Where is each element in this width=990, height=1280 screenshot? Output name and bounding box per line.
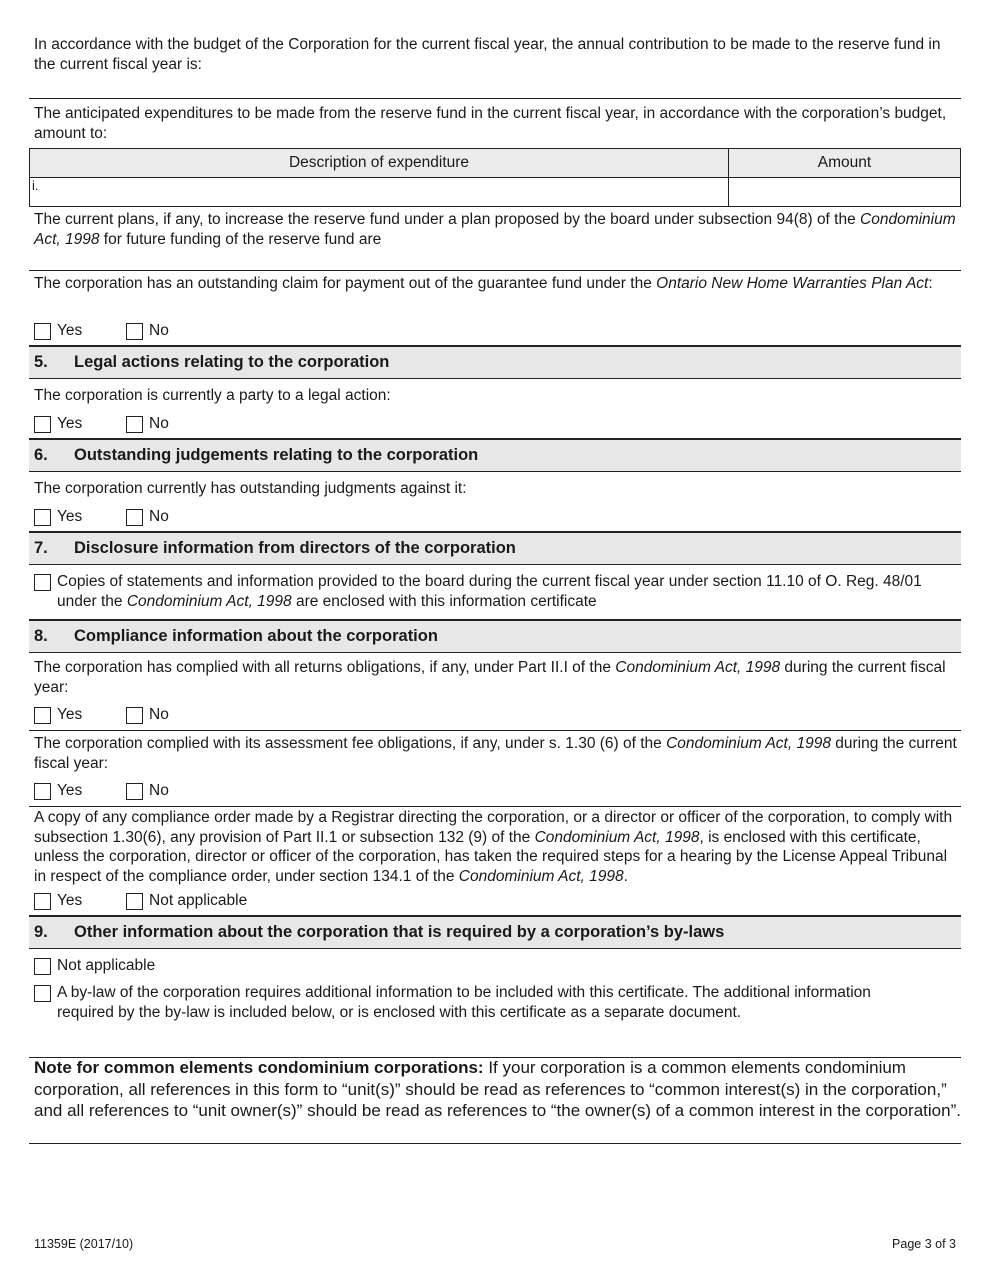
section-8-header: 8. Compliance information about the corporation <box>29 619 961 653</box>
legal-action-options: Yes No <box>34 414 169 434</box>
disclosure-checkbox[interactable] <box>34 574 51 591</box>
expenditure-table <box>29 148 961 207</box>
judgments-options: Yes No <box>34 507 169 527</box>
form-number: 11359E (2017/10) <box>34 1237 134 1251</box>
bylaw-info-checkbox[interactable] <box>34 985 51 1002</box>
returns-options: Yes No <box>34 705 169 725</box>
assessment-fee-options: Yes No <box>34 781 169 801</box>
assessment-fee-question: The corporation complied with its assessment fee obligations, if any, under s. 1.30 (6) of the Condominium Act, 1998 during the current fiscal year: <box>34 735 957 772</box>
expenditure-description-field[interactable] <box>30 178 729 207</box>
bylaw-info-option <box>34 983 924 1022</box>
guarantee-claim-text: The corporation has an outstanding claim for payment out of the guarantee fund under the Ontario New Home Warranties Plan Act: <box>34 275 933 292</box>
no-checkbox[interactable] <box>126 509 143 526</box>
expenditures-text: The anticipated expenditures to be made from the reserve fund in the current fiscal year, in accordance with the corporation’s budget, amount to: <box>34 105 947 142</box>
common-elements-note: Note for common elements condominium corporations: If your corporation is a common elements condominium corporation, all references in this form to “unit(s)” should be read as references to “common interest(s) in the corporation,” and all references to “unit owner(s)” should be read as references to “the owner(s) of a common interest in the corporation”. <box>34 1058 961 1120</box>
section-6-header: 6. Outstanding judgements relating to the corporation <box>29 438 961 472</box>
section-7-header: 7. Disclosure information from directors of the corporation <box>29 531 961 565</box>
yes-checkbox[interactable] <box>34 707 51 724</box>
divider <box>29 270 961 271</box>
legal-action-question: The corporation is currently a party to a legal action: <box>34 387 391 404</box>
section-5-header: 5. Legal actions relating to the corporation <box>29 345 961 379</box>
compliance-order-text: A copy of any compliance order made by a Registrar directing the corporation, or a director or officer of the corporation, to comply with subsection 1.30(6), any provision of Part II.1 or subsection 132 (9) of the Condominium Act, 1998, is enclosed with this certificate, unless the corporation, director or officer of the corporation, has taken the required steps for a hearing by the License Appeal Tribunal in respect of the compliance order, under section 134.1 of the Condominium Act, 1998. <box>34 809 953 885</box>
divider <box>29 98 961 99</box>
disclosure-text: Copies of statements and information provided to the board during the current fiscal year under section 11.10 of O. Reg. 48/01 under the Condominium Act, 1998 are enclosed with this information certificate <box>57 573 922 610</box>
divider <box>29 730 961 731</box>
disclosure-option <box>34 572 924 611</box>
section-9-header: 9. Other information about the corporation that is required by a corporation’s by-laws <box>29 915 961 949</box>
yes-checkbox[interactable] <box>34 783 51 800</box>
compliance-order-options: Yes Not applicable <box>34 891 247 911</box>
not-applicable-checkbox[interactable] <box>126 893 143 910</box>
yes-checkbox[interactable] <box>34 893 51 910</box>
divider <box>29 1143 961 1144</box>
yes-checkbox[interactable] <box>34 509 51 526</box>
no-checkbox[interactable] <box>126 707 143 724</box>
bylaw-info-text: A by-law of the corporation requires additional information to be included with this certificate. The additional information required by the by-law is included below, or is enclosed with this certificate as a separate document. <box>57 984 871 1021</box>
contribution-text: In accordance with the budget of the Corporation for the current fiscal year, the annual contribution to be made to the reserve fund in the current fiscal year is: <box>34 36 941 73</box>
col-header-amount: Amount <box>729 149 961 178</box>
no-checkbox[interactable] <box>126 783 143 800</box>
col-header-description: Description of expenditure <box>30 149 729 178</box>
yes-checkbox[interactable] <box>34 323 51 340</box>
no-checkbox[interactable] <box>126 416 143 433</box>
yes-checkbox[interactable] <box>34 416 51 433</box>
not-applicable-checkbox[interactable] <box>34 958 51 975</box>
page-number: Page 3 of 3 <box>892 1237 956 1251</box>
no-checkbox[interactable] <box>126 323 143 340</box>
returns-question: The corporation has complied with all returns obligations, if any, under Part II.I of the Condominium Act, 1998 during the current fiscal year: <box>34 659 946 696</box>
bylaw-not-applicable-option: Not applicable <box>34 956 155 976</box>
divider <box>29 806 961 807</box>
judgments-question: The corporation currently has outstanding judgments against it: <box>34 480 467 497</box>
guarantee-claim-options: Yes No <box>34 321 169 341</box>
reserve-plans-text: The current plans, if any, to increase the reserve fund under a plan proposed by the board under subsection 94(8) of the Condominium Act, 1998 for future funding of the reserve fund are <box>34 211 956 248</box>
expenditure-amount-field[interactable] <box>729 178 961 207</box>
row-marker: i. <box>32 178 39 193</box>
